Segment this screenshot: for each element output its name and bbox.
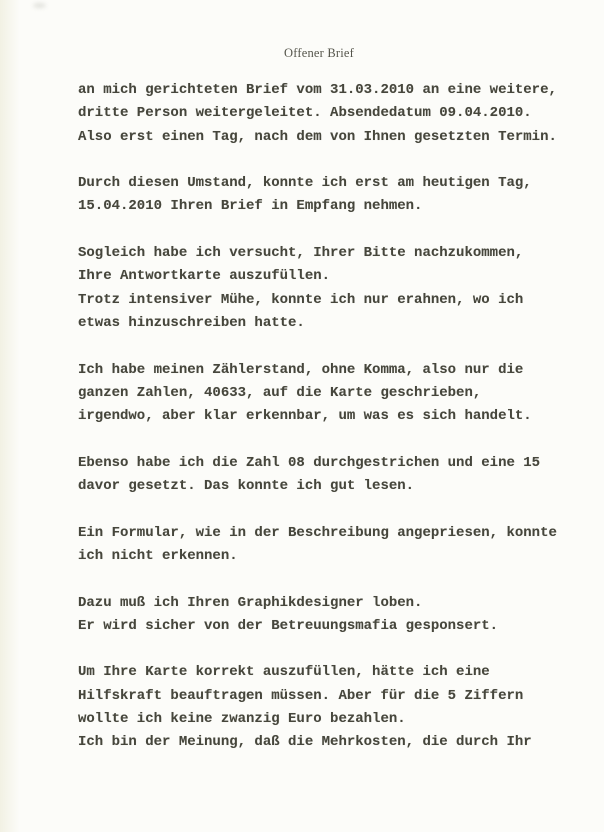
text-line: Ein Formular, wie in der Beschreibung angepriesen, konnte: [78, 524, 557, 541]
text-line: Dazu muß ich Ihren Graphikdesigner loben.: [78, 594, 423, 611]
scan-edge-shading: [0, 0, 22, 832]
text-line: 15.04.2010 Ihren Brief in Empfang nehmen.: [78, 198, 423, 215]
text-line: Er wird sicher von der Betreuungsmafia gesponsert.: [78, 617, 499, 634]
paragraph: [78, 452, 557, 499]
text-line: irgendwo, aber klar erkennbar, um was es sich handelt.: [78, 408, 532, 425]
paragraph: [78, 592, 557, 639]
paragraph: [78, 172, 557, 219]
paragraph: [78, 522, 557, 569]
text-line: ich nicht erkennen.: [78, 547, 238, 564]
paragraph: [78, 359, 557, 429]
letter-body: [78, 79, 557, 755]
text-line: Ebenso habe ich die Zahl 08 durchgestrichen und eine 15: [78, 454, 541, 471]
paragraph: [78, 79, 557, 149]
text-line: Ich bin der Meinung, daß die Mehrkosten, die durch Ihr: [78, 734, 532, 751]
text-line: Ihre Antwortkarte auszufüllen.: [78, 268, 331, 285]
text-line: Sogleich habe ich versucht, Ihrer Bitte nachzukommen,: [78, 245, 524, 262]
text-line: etwas hinzuschreiben hatte.: [78, 314, 305, 331]
paragraph: [78, 242, 557, 335]
scan-smudge: [33, 3, 46, 8]
text-line: ganzen Zahlen, 40633, auf die Karte geschrieben,: [78, 384, 482, 401]
text-line: Um Ihre Karte korrekt auszufüllen, hätte ich eine: [78, 664, 490, 681]
letter-title: Offener Brief: [283, 46, 355, 60]
text-line: Hilfskraft beauftragen müssen. Aber für die 5 Ziffern: [78, 687, 524, 704]
text-line: Ich habe meinen Zählerstand, ohne Komma, also nur die: [78, 361, 524, 378]
text-line: Also erst einen Tag, nach dem von Ihnen gesetzten Termin.: [78, 128, 557, 145]
paragraph: [78, 661, 557, 754]
text-line: wollte ich keine zwanzig Euro bezahlen.: [78, 711, 406, 728]
text-line: davor gesetzt. Das konnte ich gut lesen.: [78, 478, 415, 495]
text-line: Durch diesen Umstand, konnte ich erst am heutigen Tag,: [78, 175, 532, 192]
text-line: dritte Person weitergeleitet. Absendedatum 09.04.2010.: [78, 105, 532, 122]
text-line: an mich gerichteten Brief vom 31.03.2010 an eine weitere,: [78, 82, 557, 98]
text-line: Trotz intensiver Mühe, konnte ich nur erahnen, wo ich: [78, 291, 524, 308]
